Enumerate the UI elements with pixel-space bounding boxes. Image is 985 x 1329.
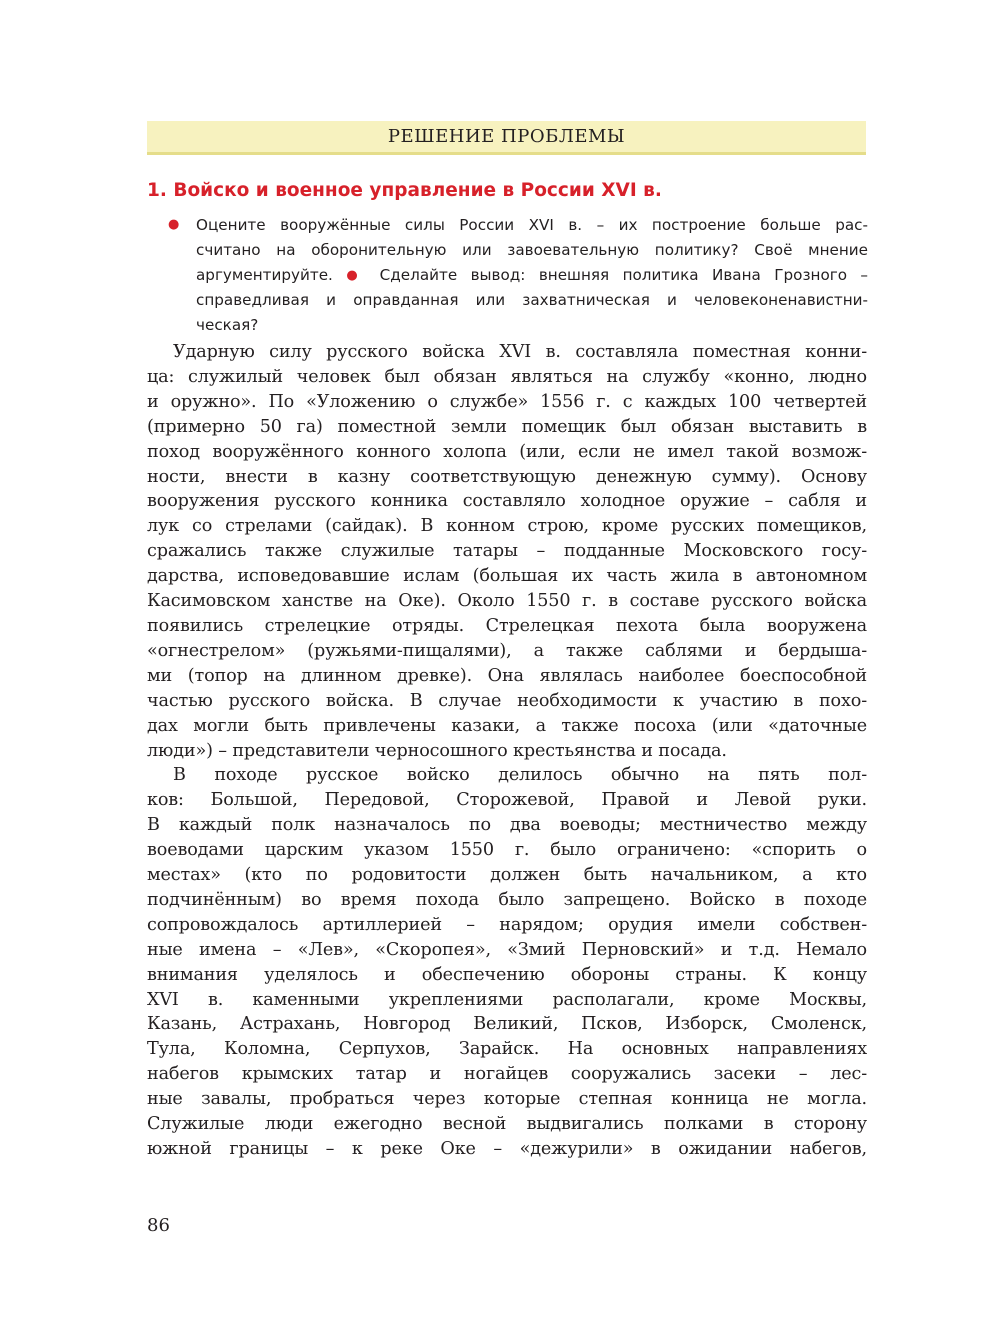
task-list [168, 213, 869, 338]
body-line: набегов крымских татар и ногайцев сооружались засеки – лес- [147, 1064, 867, 1085]
body-line: лук со стрелами (сайдак). В конном строю, кроме русских помещиков, [147, 516, 867, 537]
task-line [168, 213, 868, 238]
body-line: Касимовском ханстве на Оке). Около 1550 г. в составе русского войска [147, 591, 867, 612]
body-line: поход вооружённого конного холопа (или, если не имел такой возмож- [147, 441, 867, 462]
task-line: считано на оборонительную или завоевательную политику? Своё мнение [196, 240, 868, 259]
body-line: люди») – представители черносошного крестьянства и посада. [147, 740, 727, 761]
body-line: частью русского войска. В случае необходимости к участию в похо- [147, 690, 867, 711]
body-line: ные завалы, пробраться через которые степная конница не могла. [147, 1089, 867, 1110]
body-line: ца: служилый человек был обязан являться на службу «конно, людно [147, 366, 867, 387]
body-line: Тула, Коломна, Серпухов, Зарайск. На основных направлениях [147, 1039, 867, 1060]
body-line: сражались также служилые татары – подданные Московского госу- [147, 541, 867, 562]
body-line: южной границы – к реке Оке – «дежурили» в ожидании набегов, [147, 1139, 867, 1159]
task-text: Сделайте вывод: внешняя политика Ивана Грозного – [379, 265, 869, 284]
body-line: вооружения русского конника составляло холодное оружие – сабля и [147, 491, 867, 512]
body-line: дарства, исповедовавшие ислам (большая их часть жила в автономном [147, 566, 867, 587]
body-line: XVI в. каменными укреплениями располагали, кроме Москвы, [147, 989, 867, 1010]
body-line: дах могли быть привлечены казаки, а также посоха (или «даточные [147, 715, 867, 736]
task-line: справедливая и оправданная или захватническая и человеконенавистни- [196, 291, 868, 310]
body-line: В походе русское войско делилось обычно на пять пол- [173, 765, 867, 786]
page-number: 86 [147, 1215, 170, 1236]
body-line: ми (топор на длинном древке). Она являлась наиболее боеспособной [147, 665, 867, 686]
body-text [147, 340, 867, 1162]
bullet-icon: ● [346, 267, 367, 283]
task-text: аргументируйте. [196, 265, 333, 284]
body-line: Казань, Астрахань, Новгород Великий, Псков, Изборск, Смоленск, [147, 1014, 867, 1035]
body-line: «огнестрелом» (ружьями-пищалями), а также саблями и бердыша- [147, 640, 867, 661]
task-line: ческая? [196, 316, 259, 335]
task-line [172, 263, 868, 289]
bullet-icon: ● [168, 217, 180, 232]
body-line: внимания уделялось и обеспечению обороны страны. К концу [147, 964, 867, 985]
body-line: (примерно 50 га) поместной земли помещик был обязан выставить в [147, 416, 867, 437]
banner-label: РЕШЕНИЕ ПРОБЛЕМЫ [387, 126, 626, 147]
body-line: местах» (кто по родовитости должен быть начальником, а кто [147, 865, 867, 886]
body-line: воеводами царским указом 1550 г. было ограничено: «спорить о [147, 840, 867, 861]
body-line: ности, внести в казну соответствующую денежную сумму). Основу [147, 466, 867, 487]
body-line: ные имена – «Лев», «Скоропея», «Змий Перновский» и т.д. Немало [147, 939, 867, 960]
body-line: подчинённым) во время похода было запрещено. Войско в походе [147, 889, 867, 910]
body-line: Ударную силу русского войска XVI в. составляла поместная конни- [173, 342, 867, 362]
body-line: и оружно». По «Уложению о службе» 1556 г. с каждых 100 четвертей [147, 391, 867, 412]
body-line: ков: Большой, Передовой, Сторожевой, Правой и Левой руки. [147, 790, 867, 811]
task-text: Оцените вооружённые силы России XVI в. – их построение больше рас- [196, 216, 868, 234]
body-line: Служилые люди ежегодно весной выдвигались полками в сторону [147, 1114, 867, 1135]
body-line: появились стрелецкие отряды. Стрелецкая пехота была вооружена [147, 615, 867, 636]
body-line: В каждый полк назначалось по два воеводы; местничество между [147, 815, 867, 836]
section-banner [147, 121, 866, 155]
section-heading: 1. Войско и военное управление в России XVI в. [147, 180, 662, 201]
body-line: сопровождалось артиллерией – нарядом; орудия имели собствен- [147, 914, 867, 935]
